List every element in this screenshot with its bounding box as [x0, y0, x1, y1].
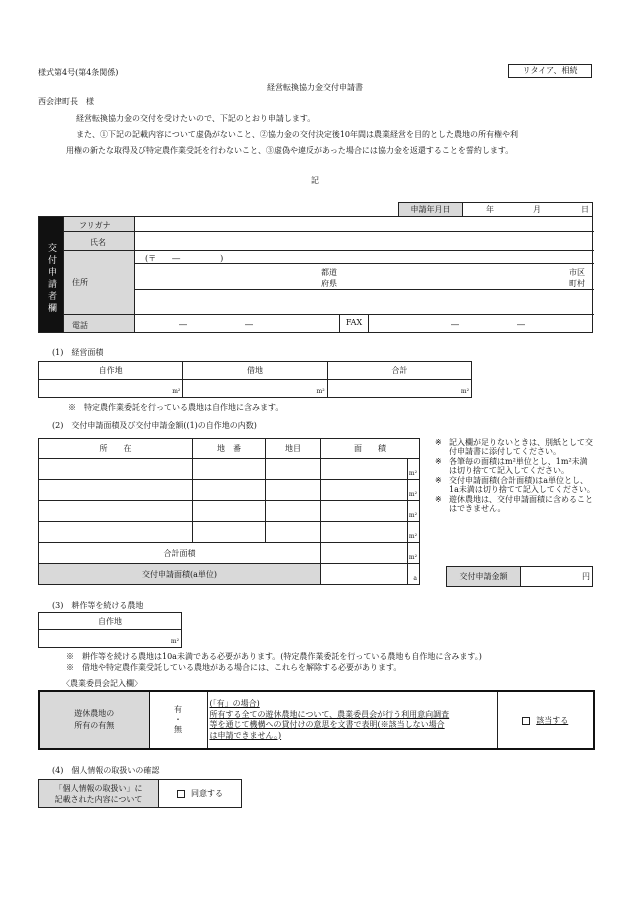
col-own-land-3: 自作地 — [39, 613, 182, 630]
section4-heading: (4) 個人情報の取扱いの確認 — [52, 766, 160, 775]
case-desc-3: は申請できません。) — [209, 730, 282, 740]
area-input[interactable] — [321, 480, 408, 501]
lot-input[interactable] — [193, 501, 266, 522]
col-lot-number: 地 番 — [193, 439, 266, 459]
lot-input[interactable] — [193, 522, 266, 543]
applicable-label: 該当する — [536, 715, 569, 725]
category-input[interactable] — [266, 501, 321, 522]
committee-table — [38, 690, 595, 750]
address-input[interactable] — [135, 290, 593, 313]
phone-dash-1: ― — [179, 320, 187, 329]
category-input[interactable] — [266, 522, 321, 543]
total-area-input[interactable] — [321, 543, 408, 564]
committee-heading: 〈農業委員会記入欄〉 — [62, 679, 142, 688]
todo-text: 都道 — [321, 268, 337, 277]
agree-label: 同意する — [191, 789, 223, 798]
continued-land-table — [38, 612, 182, 648]
apply-area-input[interactable] — [321, 564, 408, 585]
own-land-input[interactable]: m² — [39, 380, 183, 398]
privacy-label-1: 「個人情報の取扱い」に — [54, 783, 143, 793]
applicant-block — [38, 216, 593, 333]
intro-paragraph-2b: 用権の新たな取得及び特定農作業受託を行わないこと、③虚偽や違反があった場合には協力金を返還することを誓約します。 — [66, 146, 514, 155]
name-input[interactable] — [135, 232, 593, 249]
col-land-category: 地目 — [266, 439, 321, 459]
case-label: (「有」の場合) — [209, 699, 260, 708]
category-input[interactable] — [266, 480, 321, 501]
idle-land-label-1: 遊休農地の — [74, 709, 115, 718]
note-4: 遊休農地は、交付申請面積に含めることはできません。 — [449, 495, 593, 513]
date-day: 日 — [581, 205, 589, 214]
separator-dot: ・ — [174, 715, 182, 724]
location-input[interactable] — [39, 480, 193, 501]
section2-heading: (2) 交付申請面積及び交付申請金額((1)の自作地の内数) — [52, 421, 257, 430]
table-row — [39, 501, 420, 522]
addressee: 西会津町長 様 — [38, 97, 94, 106]
form-type-box: リタイア、相続 — [508, 64, 592, 78]
form-number: 様式第4号(第4条関係) — [38, 68, 119, 77]
total-input[interactable]: m² — [327, 380, 471, 398]
date-label: 申請年月日 — [399, 203, 463, 217]
date-year: 年 — [486, 205, 494, 214]
fax-dash-2: ― — [517, 320, 525, 329]
location-input[interactable] — [39, 501, 193, 522]
table-row — [39, 522, 420, 543]
idle-land-label-2: 所有の有無 — [74, 721, 115, 730]
applicant-side-bar — [39, 217, 63, 332]
section1-heading: (1) 経営面積 — [52, 348, 104, 357]
address-label: 住所 — [72, 278, 88, 287]
total-area-label: 合計面積 — [39, 543, 321, 564]
intro-paragraph-2a: また、①下記の記載内容について虚偽がないこと、②協力金の交付決定後10年間は農業経営を目的とした農地の所有権や利 — [76, 130, 519, 139]
apply-area-unit: a — [408, 564, 420, 585]
application-area-table — [38, 438, 420, 585]
management-area-table — [38, 361, 472, 398]
apply-area-label: 交付申請面積(a単位) — [39, 564, 321, 585]
shiku-text: 市区 — [569, 268, 585, 277]
amount-input[interactable] — [521, 567, 593, 587]
amount-unit: 円 — [582, 572, 590, 581]
case-desc-2: 等を通じて機構への貸付けの意思を文書で表明(※該当しない場合 — [209, 720, 445, 729]
furigana-label: フリガナ — [79, 221, 111, 230]
furigana-input[interactable] — [135, 218, 593, 230]
yes-option: 有 — [174, 705, 182, 714]
applicant-side-label: 交付申請者欄 — [46, 243, 56, 315]
location-input[interactable] — [39, 459, 193, 480]
application-date-table — [398, 202, 593, 217]
area-input[interactable] — [321, 459, 408, 480]
location-input[interactable] — [39, 522, 193, 543]
fax-cell — [339, 314, 369, 332]
area-input[interactable] — [321, 522, 408, 543]
phone-label: 電話 — [72, 321, 88, 330]
note-2: 各筆毎の面積はm²単位とし、1m²未満は切り捨てて記入してください。 — [449, 457, 588, 475]
area-unit: m² — [408, 501, 420, 522]
col-area: 面 積 — [321, 439, 420, 459]
col-leased-land: 借地 — [183, 362, 327, 380]
application-amount-table — [446, 566, 593, 587]
col-total: 合計 — [327, 362, 471, 380]
section1-note: ※ 特定農作業委託を行っている農地は自作地に含みます。 — [68, 403, 284, 412]
category-input[interactable] — [266, 459, 321, 480]
yes-no-select[interactable] — [149, 691, 207, 749]
fuken-text: 府県 — [321, 279, 337, 288]
note-3: 交付申請面積(合計面積)はa単位とし、1a未満は切り捨てて記入してください。 — [449, 476, 595, 494]
area-unit: m² — [408, 480, 420, 501]
postal-code[interactable]: (〒 ― ) — [145, 254, 224, 263]
area-unit: m² — [408, 522, 420, 543]
fax-dash-1: ― — [451, 320, 459, 329]
col-location: 所 在 — [39, 439, 193, 459]
applicable-checkbox[interactable] — [497, 691, 594, 749]
lot-input[interactable] — [193, 480, 266, 501]
leased-land-input[interactable]: m² — [183, 380, 327, 398]
phone-dash-2: ― — [245, 320, 253, 329]
col-own-land: 自作地 — [39, 362, 183, 380]
section3-note-2: ※ 借地や特定農作業受託している農地がある場合には、これらを解除する必要があります。 — [66, 663, 402, 672]
lot-input[interactable] — [193, 459, 266, 480]
section3-heading: (3) 耕作等を続ける農地 — [52, 601, 144, 610]
amount-label: 交付申請金額 — [447, 567, 521, 587]
privacy-table — [38, 779, 242, 808]
date-field[interactable] — [463, 203, 593, 217]
no-option: 無 — [174, 725, 182, 734]
fax-label: FAX — [345, 318, 363, 327]
continued-land-input[interactable]: m² — [39, 630, 182, 648]
total-area-unit: m² — [408, 543, 420, 564]
area-unit: m² — [408, 459, 420, 480]
case-desc-1: 所有する全ての遊休農地について、農業委員会が行う利用意向調査 — [209, 709, 450, 719]
machimura-text: 町村 — [569, 279, 585, 288]
table-row — [39, 480, 420, 501]
section2-notes: ※ 記入欄が足りないときは、別紙として交付申請書に添付してください。 ※ 各筆毎の面積はm²単位とし、1m²未満は切り捨てて記入してください。 ※ 交付申請面積(合計面積)はa単位とし、1a未満は切り捨てて記入してください。 ※ 遊休農地は、交付申請面積に含めることはできません。 — [435, 438, 595, 513]
intro-paragraph-1: 経営転換協力金の交付を受けたいので、下記のとおり申請します。 — [76, 114, 316, 123]
page-title: 経営転換協力金交付申請書 — [267, 83, 363, 92]
table-row — [39, 459, 420, 480]
checkbox-icon — [522, 717, 530, 725]
section3-note-1: ※ 耕作等を続ける農地は10a未満である必要があります。(特定農作業委託を行っている農地も自作地に含みます。) — [66, 652, 482, 661]
privacy-label-2: 記載された内容について — [54, 794, 143, 804]
checkbox-icon — [177, 790, 185, 798]
name-label: 氏名 — [90, 238, 106, 247]
note-1: 記入欄が足りないときは、別紙として交付申請書に添付してください。 — [449, 438, 593, 456]
area-input[interactable] — [321, 501, 408, 522]
agree-checkbox[interactable] — [159, 780, 242, 808]
date-month: 月 — [533, 205, 541, 214]
ki-heading: 記 — [311, 176, 319, 185]
